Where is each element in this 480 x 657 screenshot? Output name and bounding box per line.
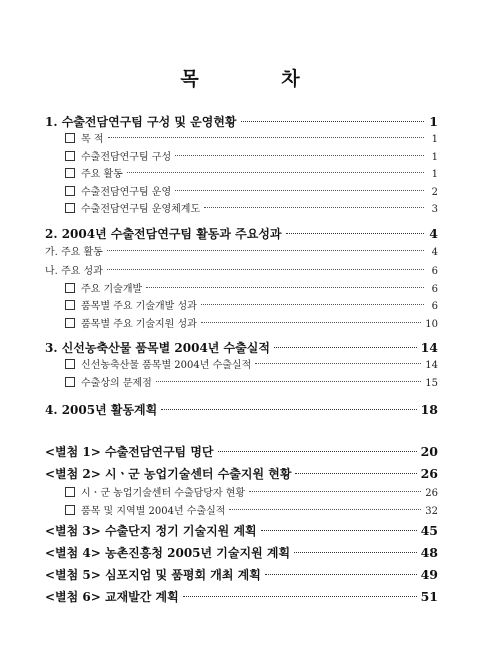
leader-dots [127,172,424,173]
checkbox-icon [65,318,75,328]
toc-page-number: 14 [420,340,438,355]
checkbox-icon [65,203,75,213]
toc-appendix-1[interactable] [45,441,438,463]
leader-dots [156,381,421,382]
checkbox-icon [65,283,75,293]
toc-section-label: 2. 2004년 수출전담연구팀 활동과 주요성과 [45,226,282,241]
toc-page-number: 3 [431,204,438,215]
toc-appendix-3[interactable] [45,520,438,542]
toc-page-number: 4 [431,246,438,258]
toc-appendix-2[interactable] [45,463,438,485]
toc-subsection[interactable] [45,243,438,262]
toc-appendix-label: <별첨 5> 심포지엄 및 품평회 개최 계획 [45,568,261,582]
leader-dots [108,137,425,138]
toc-page-number: 20 [420,444,438,459]
toc-page-number: 14 [425,360,438,371]
toc-page-number: 26 [420,466,438,481]
toc-item[interactable] [45,375,438,393]
leader-dots [255,363,421,364]
toc-subsection-label: 나. 주요 성과 [45,265,103,277]
toc-page-number: 6 [431,283,438,295]
toc-page-number: 18 [420,402,438,417]
toc-item[interactable] [45,298,438,316]
toc-section-label: 4. 2005년 활동계획 [45,403,158,417]
leader-dots [107,269,424,270]
toc-item-label: 시ㆍ군 농업기술센터 수출담당자 현황 [81,488,246,499]
toc-appendix-label: <별첨 6> 교재발간 계획 [45,590,179,604]
toc-section-label: 1. 수출전담연구팀 구성 및 운영현황 [45,115,237,129]
toc-item-label: 수출전담연구팀 구성 [81,151,172,163]
toc-item-label: 수출상의 문제점 [81,377,152,389]
checkbox-icon [65,487,75,497]
leader-dots [175,155,424,156]
toc-item[interactable] [45,149,438,167]
checkbox-icon [65,359,75,369]
toc-item-label: 주요 활동 [81,169,123,180]
toc-item[interactable] [45,357,438,375]
checkbox-icon [65,133,75,143]
toc-item-label: 품목별 주요 기술지원 성과 [81,318,197,330]
toc-page-number: 15 [425,377,438,389]
toc-item[interactable] [45,281,438,299]
toc-appendix-label: <별첨 2> 시ㆍ군 농업기술센터 수출지원 현황 [45,467,292,481]
toc-appendix-label: <별첨 3> 수출단지 정기 기술지원 계획 [45,524,257,538]
toc-appendix-6[interactable] [45,586,438,608]
toc-section-2[interactable] [45,224,438,243]
toc-item-label: 품목별 주요 기술개발 성과 [81,301,197,312]
toc-page-number: 26 [425,488,438,499]
toc-page-number: 10 [425,318,438,330]
leader-dots [261,530,417,531]
toc-page-number: 49 [420,567,438,582]
leader-dots [161,409,416,410]
toc-page-number: 45 [420,523,438,538]
toc-section-3[interactable] [45,338,438,357]
table-of-contents [45,112,438,608]
leader-dots [146,287,424,288]
leader-dots [241,121,424,122]
toc-page-number: 1 [429,114,438,129]
toc-item[interactable] [45,503,438,521]
checkbox-icon [65,300,75,310]
leader-dots [201,304,424,305]
toc-item[interactable] [45,184,438,202]
leader-dots [286,233,424,234]
toc-section-1[interactable] [45,112,438,131]
leader-dots [183,596,417,597]
toc-page-number: 6 [431,265,438,277]
toc-item[interactable] [45,131,438,149]
toc-page-number: 32 [425,505,438,517]
leader-dots [204,207,424,208]
toc-page-number: 1 [431,151,438,163]
toc-appendix-5[interactable] [45,564,438,586]
toc-page-number: 51 [420,589,438,604]
toc-item-label: 주요 기술개발 [81,283,143,295]
toc-item-label: 수출전담연구팀 운영체계도 [81,204,201,215]
toc-item[interactable] [45,166,438,184]
toc-appendix-4[interactable] [45,542,438,564]
toc-page-number: 48 [420,545,438,560]
checkbox-icon [65,377,75,387]
toc-page-number: 1 [431,134,438,145]
toc-item-label: 품목 및 지역별 2004년 수출실적 [81,505,226,517]
toc-subsection[interactable] [45,262,438,281]
leader-dots [265,574,417,575]
checkbox-icon [65,505,75,515]
leader-dots [274,347,417,348]
leader-dots [229,509,421,510]
toc-section-4[interactable] [45,400,438,419]
toc-item-label: 수출전담연구팀 운영 [81,186,172,198]
toc-item-label: 신선농축산물 품목별 2004년 수출실적 [81,360,252,371]
toc-item-label: 목 적 [81,134,104,145]
toc-page-number: 6 [431,301,438,312]
leader-dots [107,250,424,251]
page-title: 목 차 [180,68,338,90]
toc-item[interactable] [45,316,438,334]
leader-dots [201,322,421,323]
leader-dots [294,552,417,553]
checkbox-icon [65,168,75,178]
leader-dots [218,451,417,452]
toc-appendix-label: <별첨 4> 농촌진흥청 2005년 기술지원 계획 [45,546,291,560]
checkbox-icon [65,151,75,161]
leader-dots [175,190,424,191]
toc-page-number: 4 [429,225,438,241]
toc-section-label: 3. 신선농축산물 품목별 2004년 수출실적 [45,341,270,355]
toc-appendix-label: <별첨 1> 수출전담연구팀 명단 [45,445,214,459]
toc-item[interactable] [45,485,438,503]
toc-page-number: 1 [431,169,438,180]
checkbox-icon [65,186,75,196]
leader-dots [295,473,416,474]
toc-page-number: 2 [431,186,438,198]
toc-subsection-label: 가. 주요 활동 [45,246,103,258]
toc-item[interactable] [45,201,438,219]
leader-dots [249,491,421,492]
